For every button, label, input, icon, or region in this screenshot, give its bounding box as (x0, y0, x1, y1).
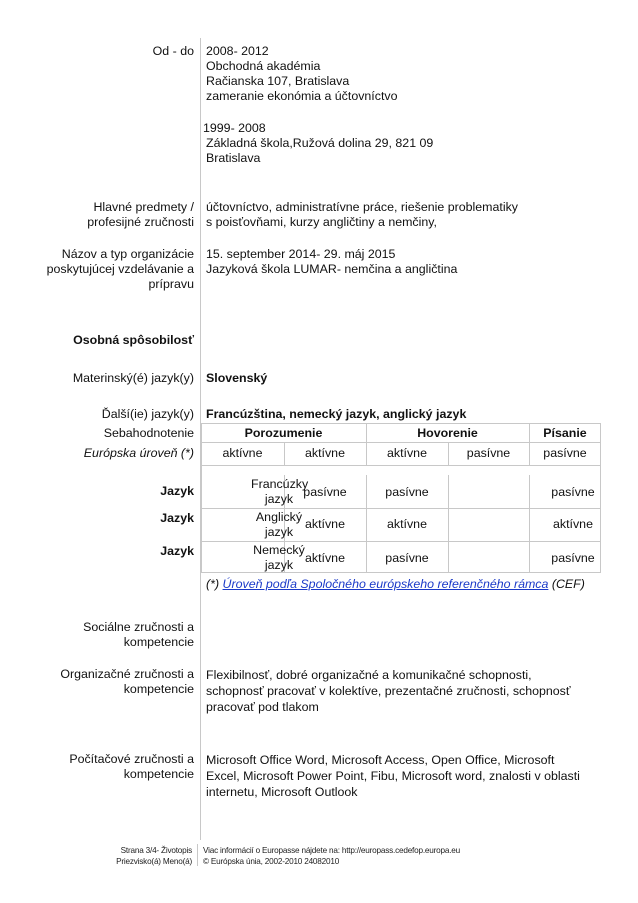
value-line: Microsoft Office Word, Microsoft Access, Open Office, Microsoft (206, 753, 555, 767)
level-cell: pasívne (543, 446, 587, 460)
table-divider (201, 508, 601, 509)
footer-right (203, 845, 460, 867)
footer-copyright: © Európska únia, 2002-2010 24082010 (203, 857, 340, 866)
language-name-line: Nemecký (253, 543, 305, 557)
cef-link[interactable]: Úroveň podľa Spoločného európskeho referenčného rámca (222, 577, 549, 591)
other-languages-label: Ďalší(ie) jazyk(y) (101, 407, 194, 421)
header-comprehension: Porozumenie (244, 426, 323, 440)
label-line: kompetencie (123, 682, 194, 696)
rating-cell: pasívne (551, 551, 595, 565)
subjects-label (87, 200, 194, 230)
value-line: pracovať pod tlakom (206, 700, 319, 714)
label-line: kompetencie (123, 767, 194, 781)
rating-cell: pasívne (385, 551, 429, 565)
social-skills-label (83, 620, 194, 650)
value-line: schopnosť pracovať v kolektíve, prezentačné zručnosti, schopnosť (206, 684, 571, 698)
label-line: Organizačné zručnosti a (60, 667, 194, 681)
table-divider (448, 475, 449, 573)
value-line: 15. september 2014- 29. máj 2015 (206, 247, 396, 261)
label-line: Počítačové zručnosti a (69, 752, 194, 766)
value-line: s poisťovňami, kurzy angličtiny a nemčiny, (206, 215, 437, 229)
education-label: Od - do (152, 44, 194, 58)
value-line: účtovníctvo, administratívne práce, riešenie problematiky (206, 200, 518, 214)
header-writing: Písanie (543, 426, 587, 440)
education-dates: 1999- 2008 (203, 121, 266, 135)
rating-cell: pasívne (303, 485, 347, 499)
table-divider (201, 541, 601, 542)
value-line: internetu, Microsoft Outlook (206, 785, 358, 799)
value-line: Flexibilnosť, dobré organizačné a komunikačné schopnosti, (206, 668, 532, 682)
language-name-line: jazyk (264, 525, 294, 539)
organization-value (206, 247, 457, 277)
language-name-line: jazyk (264, 492, 294, 506)
education-school: Základná škola,Ružová dolina 29, 821 09 (206, 136, 434, 150)
rating-cell: aktívne (387, 517, 427, 531)
mother-tongue-value: Slovenský (206, 371, 268, 385)
level-cell: aktívne (387, 446, 427, 460)
rating-cell: pasívne (385, 485, 429, 499)
value-line: Jazyková škola LUMAR- nemčina a angličtina (206, 262, 458, 276)
label-line: prípravu (148, 277, 194, 291)
education-dates: 2008- 2012 (206, 44, 269, 58)
language-name-line: Francúzky (251, 477, 309, 491)
label-line: profesijné zručnosti (87, 215, 194, 229)
mother-tongue-label: Materinský(é) jazyk(y) (72, 371, 194, 385)
language-row-label: Jazyk (160, 544, 194, 558)
header-speaking: Hovorenie (417, 426, 478, 440)
footer-divider (197, 844, 198, 866)
education-address: Račianska 107, Bratislava (206, 74, 350, 88)
rating-cell: pasívne (551, 485, 595, 499)
language-name-line: Anglický (255, 510, 303, 524)
education-school: Obchodná akadémia (206, 59, 321, 73)
other-languages-value: Francúzština, nemecký jazyk, anglický jazyk (206, 407, 467, 421)
rating-cell: aktívne (305, 517, 345, 531)
label-line: Názov a typ organizácie (61, 247, 194, 261)
label-line: kompetencie (123, 635, 194, 649)
cef-note-suffix: (CEF) (548, 577, 585, 591)
level-cell: aktívne (305, 446, 345, 460)
education-focus: zameranie ekonómia a účtovníctvo (206, 89, 398, 103)
organizational-skills-label (60, 667, 194, 697)
organizational-skills-value (206, 667, 571, 715)
footer-page: Strana 3/4- Životopis (120, 846, 192, 855)
self-assessment-label: Sebahodnotenie (103, 426, 194, 440)
cef-note-prefix: (*) (206, 577, 223, 591)
footer-left (116, 845, 192, 867)
label-line: poskytujúcej vzdelávanie a (46, 262, 194, 276)
organization-label (47, 247, 194, 292)
education-city: Bratislava (206, 151, 261, 165)
label-line: Sociálne zručnosti a (83, 620, 194, 634)
personal-skills-heading: Osobná spôsobilosť (73, 333, 194, 347)
level-cell: aktívne (222, 446, 263, 460)
footer-europass-info: Viac informácií o Europasse nájdete na: http://europass.cedefop.europa.eu (203, 846, 460, 855)
language-name-line: jazyk (264, 558, 294, 572)
label-line: Hlavné predmety / (93, 200, 194, 214)
table-divider (201, 442, 601, 443)
cef-note (206, 577, 585, 592)
footer-name: Priezvisko(á) Meno(á) (116, 857, 192, 866)
rating-cell: aktívne (305, 551, 345, 565)
education-entry-1 (206, 44, 397, 104)
computer-skills-label (69, 752, 194, 782)
education-entry-2 (203, 121, 433, 166)
table-divider (201, 465, 601, 466)
european-level-label: Európska úroveň (*) (83, 446, 194, 460)
value-line: Excel, Microsoft Power Point, Fibu, Microsoft word, znalosti v oblasti (206, 769, 580, 783)
subjects-value (206, 200, 518, 230)
language-row-label: Jazyk (160, 484, 194, 498)
rating-cell: aktívne (553, 517, 593, 531)
language-row-label: Jazyk (160, 511, 194, 525)
computer-skills-value (206, 752, 580, 800)
level-cell: pasívne (466, 446, 511, 460)
